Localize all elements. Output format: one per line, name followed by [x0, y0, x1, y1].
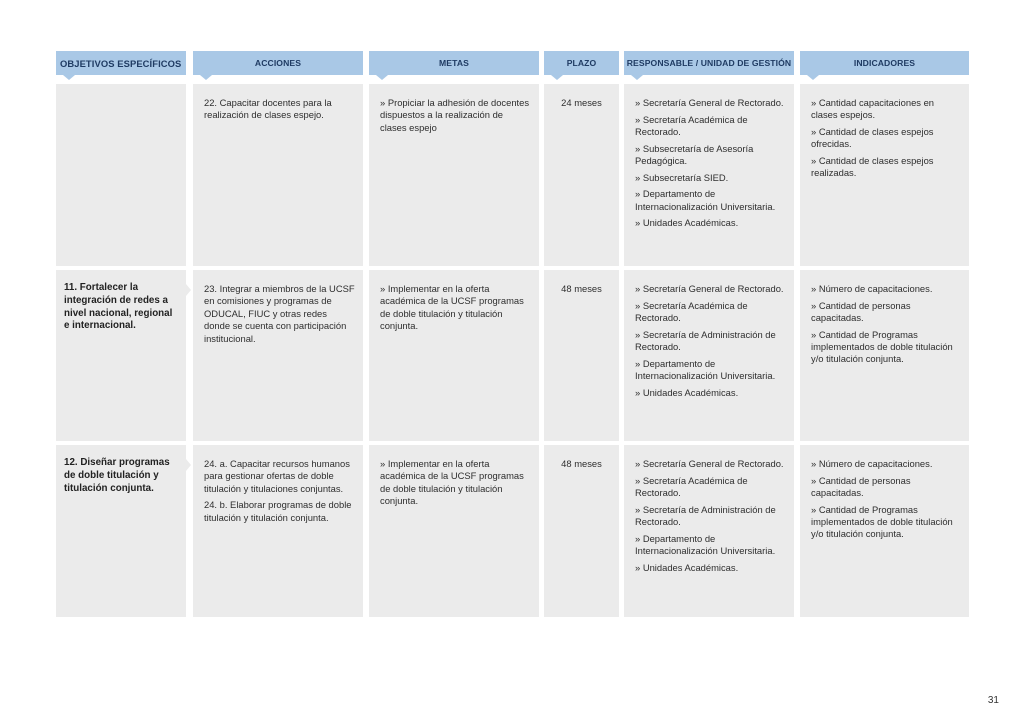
header-metas — [369, 51, 539, 75]
responsable-item: » Subsecretaría de Asesoría Pedagógica. — [635, 142, 754, 166]
metas-cell — [369, 84, 539, 266]
objetivo-text: 11. Fortalecer la integración de redes a nivel nacional, regional e internacional. — [64, 282, 173, 332]
responsable-item: » Unidades Académicas. — [635, 386, 739, 398]
header-objetivos-label: OBJETIVOS ESPECÍFICOS — [60, 57, 182, 69]
responsable-item: » Secretaría General de Rectorado. — [635, 458, 784, 469]
header-responsable-label: RESPONSABLE / UNIDAD DE GESTIÓN — [626, 58, 792, 68]
responsable-cell — [624, 270, 794, 441]
objetivo-text: 12. Diseñar programas de doble titulación y titulación conjunta. — [64, 457, 170, 494]
indicador-item: » Cantidad de Programas implementados de doble titulación y/o titulación conjunta. — [811, 503, 953, 540]
responsable-item: » Unidades Académicas. — [635, 217, 739, 229]
header-notch — [200, 75, 212, 80]
header-acciones — [193, 51, 363, 75]
responsable-item: » Subsecretaría SIED. — [635, 171, 729, 183]
metas-cell — [369, 270, 539, 441]
responsable-item: » Secretaría General de Rectorado. — [635, 97, 784, 108]
acciones-cell — [193, 84, 363, 266]
header-notch — [631, 75, 643, 80]
table-header — [0, 51, 1024, 75]
meta-item: » Implementar en la oferta académica de la UCSF programas de doble titulación y titulación conjunta. — [380, 458, 524, 507]
objetivo-cell — [56, 270, 186, 441]
page-number: 31 — [987, 695, 999, 706]
indicador-item: » Número de capacitaciones. — [811, 283, 933, 294]
indicador-item: » Cantidad de personas capacitadas. — [811, 299, 911, 323]
responsable-item: » Departamento de Internacionalización Universitaria. — [635, 532, 776, 556]
header-responsable — [624, 51, 794, 75]
plazo-cell — [544, 270, 619, 441]
header-acciones-label: ACCIONES — [254, 58, 302, 68]
header-plazo — [544, 51, 619, 75]
plazo-text: 48 meses — [561, 283, 602, 294]
indicador-item: » Número de capacitaciones. — [811, 458, 933, 469]
row-notch — [186, 284, 191, 296]
responsable-item: » Secretaría Académica de Rectorado. — [635, 299, 748, 323]
responsable-item: » Secretaría General de Rectorado. — [635, 283, 784, 294]
responsable-item: » Secretaría de Administración de Rectorado. — [635, 328, 776, 352]
responsable-cell — [624, 84, 794, 266]
indicador-item: » Cantidad de clases espejos realizadas. — [811, 155, 934, 179]
indicadores-cell — [800, 270, 969, 441]
responsable-item: » Departamento de Internacionalización Universitaria. — [635, 357, 776, 381]
meta-item: » Implementar en la oferta académica de la UCSF programas de doble titulación y titulación conjunta. — [380, 283, 524, 332]
header-notch — [551, 75, 563, 80]
objetivo-cell — [56, 84, 186, 266]
acciones-cell — [193, 270, 363, 441]
header-indicadores-label: INDICADORES — [853, 58, 916, 68]
accion-item: 24. b. Elaborar programas de doble titulación y titulación conjunta. — [204, 499, 352, 523]
accion-item: 24. a. Capacitar recursos humanos para gestionar ofertas de doble titulación y titulaciones conjuntas. — [204, 458, 350, 494]
meta-item: » Propiciar la adhesión de docentes dispuestos a la realización de clases espejo — [380, 97, 530, 133]
indicador-item: » Cantidad de Programas implementados de doble titulación y/o titulación conjunta. — [811, 328, 953, 365]
header-notch — [807, 75, 819, 80]
indicadores-cell — [800, 445, 969, 617]
responsable-item: » Departamento de Internacionalización Universitaria. — [635, 188, 776, 212]
header-indicadores — [800, 51, 969, 75]
indicador-item: » Cantidad de clases espejos ofrecidas. — [811, 126, 934, 150]
indicadores-cell — [800, 84, 969, 266]
objetivo-cell — [56, 445, 186, 617]
header-notch — [63, 75, 75, 80]
row-notch — [186, 459, 191, 471]
plazo-text: 24 meses — [561, 97, 602, 108]
acciones-cell — [193, 445, 363, 617]
responsable-item: » Secretaría Académica de Rectorado. — [635, 113, 748, 137]
accion-item: 22. Capacitar docentes para la realización de clases espejo. — [204, 97, 332, 121]
plazo-text: 48 meses — [561, 458, 602, 469]
responsable-item: » Secretaría de Administración de Rectorado. — [635, 503, 776, 527]
header-metas-label: METAS — [439, 58, 469, 68]
responsable-item: » Secretaría Académica de Rectorado. — [635, 474, 748, 498]
indicador-item: » Cantidad capacitaciones en clases espejos. — [811, 97, 935, 121]
header-plazo-label: PLAZO — [566, 58, 597, 68]
indicador-item: » Cantidad de personas capacitadas. — [811, 474, 911, 498]
metas-cell — [369, 445, 539, 617]
accion-item: 23. Integrar a miembros de la UCSF en comisiones y programas de ODUCAL, FIUC y otras redes donde se cuenta con participación institucional. — [204, 283, 355, 344]
responsable-cell — [624, 445, 794, 617]
plazo-cell — [544, 445, 619, 617]
responsable-item: » Unidades Académicas. — [635, 561, 739, 573]
header-objetivos — [56, 51, 186, 75]
header-notch — [376, 75, 388, 80]
plazo-cell — [544, 84, 619, 266]
